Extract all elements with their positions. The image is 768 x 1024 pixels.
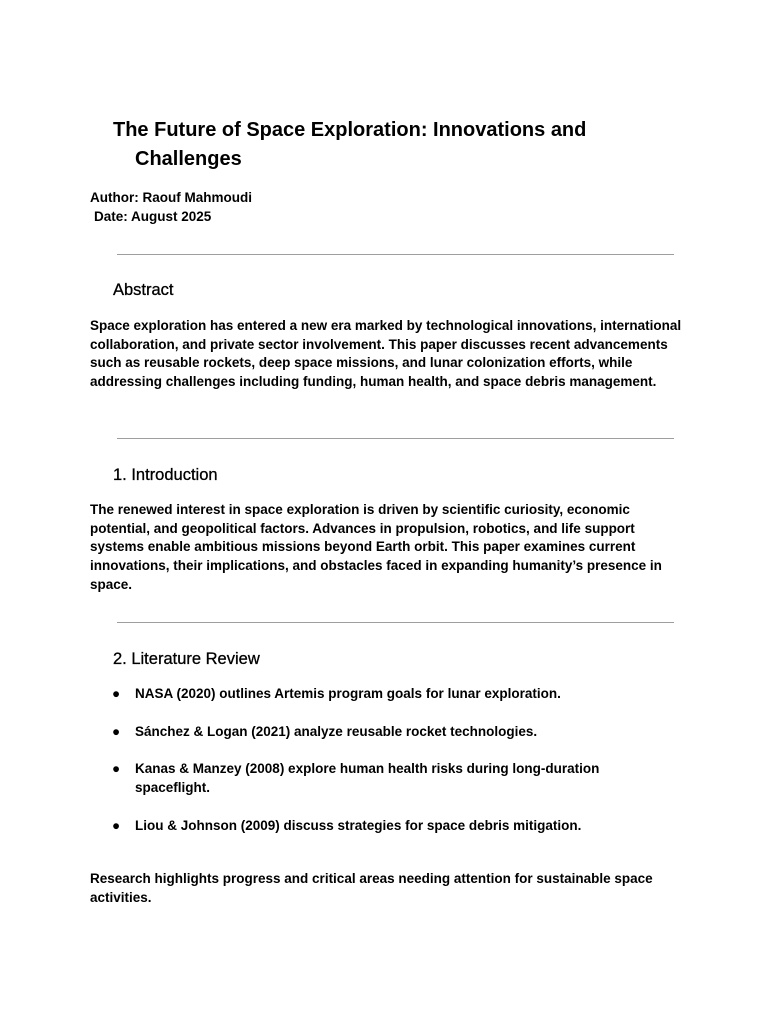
paper-title-line-2: Challenges	[135, 148, 242, 170]
section-divider	[117, 254, 674, 255]
list-item-text: NASA (2020) outlines Artemis program goals for lunar exploration.	[135, 686, 561, 701]
introduction-heading: 1. Introduction	[113, 466, 218, 484]
list-item-text: Sánchez & Logan (2021) analyze reusable rocket technologies.	[135, 723, 538, 739]
list-item	[90, 817, 625, 836]
abstract-heading: Abstract	[113, 281, 174, 299]
author-line: Author: Raouf Mahmoudi	[90, 190, 252, 205]
bullet-icon: ●	[112, 817, 121, 833]
section-divider	[117, 438, 674, 439]
list-item-text: Liou & Johnson (2009) discuss strategies for space debris mitigation.	[135, 817, 582, 833]
list-item	[90, 685, 625, 704]
list-item-text: Kanas & Manzey (2008) explore human health risks during long-duration spaceflight.	[135, 761, 600, 796]
list-item	[90, 723, 625, 742]
paper-title	[113, 116, 653, 174]
paper-title-line-1: The Future of Space Exploration: Innovations and	[113, 119, 587, 141]
bullet-icon: ●	[112, 761, 121, 777]
introduction-text: The renewed interest in space exploration is driven by scientific curiosity, economic potential, and geopolitical factors. Advances in propulsion, robotics, and life support systems enable ambitious missions beyond Earth orbit. This paper examines current innovations, their implications, and obstacles faced in expanding humanity’s presence in space.	[90, 502, 662, 592]
literature-review-heading: 2. Literature Review	[113, 650, 260, 668]
bullet-icon: ●	[112, 723, 121, 739]
bullet-icon: ●	[112, 686, 121, 701]
abstract-text: Space exploration has entered a new era marked by technological innovations, international collaboration, and private sector involvement. This paper discusses recent advancements such as reusable rockets, deep space missions, and lunar colonization efforts, while addressing challenges including funding, human health, and space debris management.	[90, 318, 682, 390]
literature-review-list	[90, 685, 690, 855]
list-item	[90, 760, 625, 797]
literature-review-summary: Research highlights progress and critical areas needing attention for sustainable space activities.	[90, 871, 653, 905]
date-line: Date: August 2025	[94, 209, 212, 224]
section-divider	[117, 622, 674, 623]
